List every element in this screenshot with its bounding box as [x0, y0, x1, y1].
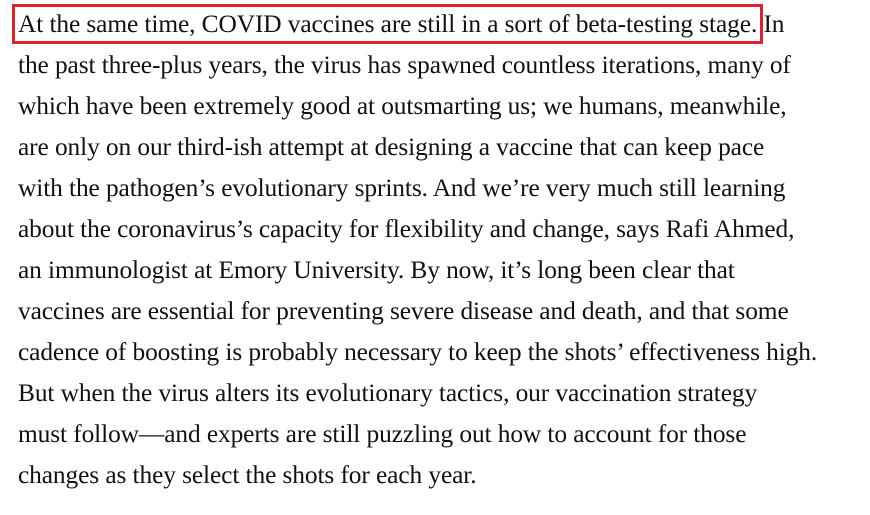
- text-line-5: with the pathogen’s evolutionary sprints. And we’re very much still learning: [18, 174, 786, 202]
- text-line-8: vaccines are essential for preventing severe disease and death, and that some: [18, 297, 789, 325]
- text-line-6: about the coronavirus’s capacity for flexibility and change, says Rafi Ahmed,: [18, 215, 795, 243]
- text-line-7: an immunologist at Emory University. By now, it’s long been clear that: [18, 256, 735, 284]
- line-1-continuation: In: [757, 10, 785, 38]
- text-line-9: cadence of boosting is probably necessary to keep the shots’ effectiveness high.: [18, 338, 818, 366]
- text-line-12: changes as they select the shots for each year.: [18, 461, 477, 489]
- text-line-3: which have been extremely good at outsmarting us; we humans, meanwhile,: [18, 92, 787, 120]
- text-line-10: But when the virus alters its evolutionary tactics, our vaccination strategy: [18, 379, 758, 407]
- text-line-11: must follow—and experts are still puzzling out how to account for those: [18, 420, 747, 448]
- article-paragraph: [18, 4, 858, 496]
- highlighted-sentence: At the same time, COVID vaccines are still in a sort of beta-testing stage.: [18, 10, 758, 38]
- text-line-1: [18, 4, 858, 45]
- text-line-2: the past three-plus years, the virus has spawned countless iterations, many of: [18, 51, 791, 79]
- text-line-4: are only on our third-ish attempt at designing a vaccine that can keep pace: [18, 133, 765, 161]
